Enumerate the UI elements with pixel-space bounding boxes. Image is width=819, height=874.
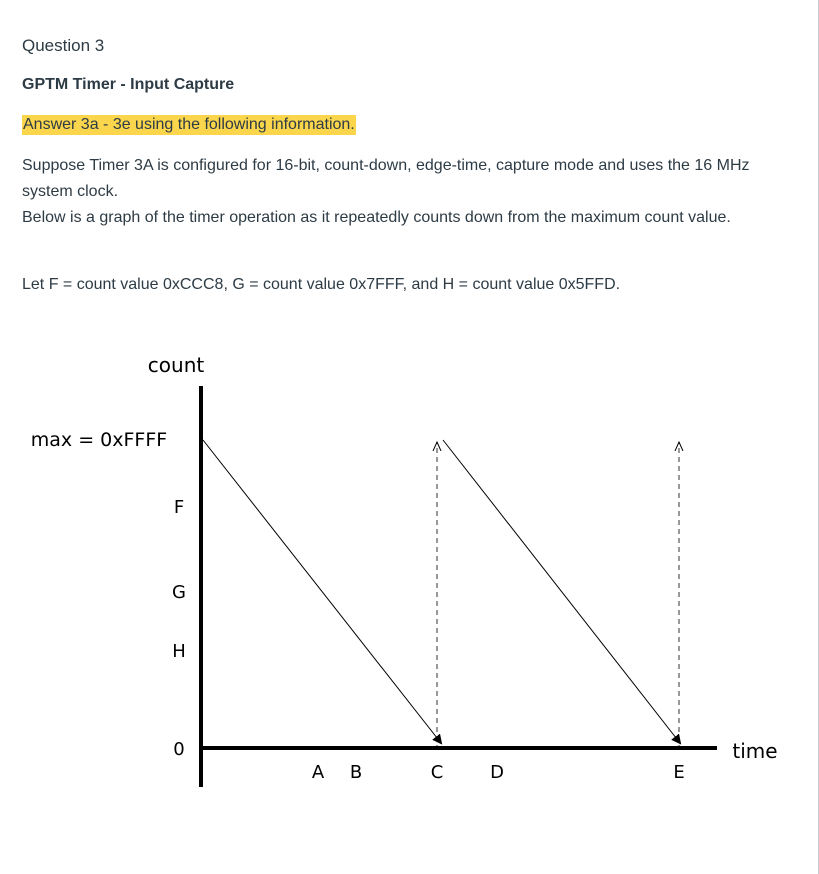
- question-title: Question 3: [22, 36, 105, 55]
- timer-config-paragraph: Suppose Timer 3A is configured for 16-bit, count-down, edge-time, capture mode and uses the 16 MHz system clock.: [22, 157, 750, 200]
- y-level-label: G: [172, 582, 186, 603]
- y-level-label: F: [173, 497, 185, 518]
- highlighted-instruction: Answer 3a - 3e using the following information.: [23, 116, 355, 133]
- x-axis-label: time: [732, 739, 778, 763]
- x-marker-label: A: [311, 762, 325, 783]
- x-marker-label: D: [490, 762, 504, 783]
- question-subtitle: GPTM Timer - Input Capture: [22, 76, 235, 93]
- countdown-ramp-1: [203, 440, 441, 743]
- y-level-label: H: [172, 641, 186, 662]
- countdown-ramp-2: [443, 440, 680, 743]
- count-values-paragraph: Let F = count value 0xCCC8, G = count value 0x7FFF, and H = count value 0x5FFD.: [22, 276, 621, 293]
- max-value-label: max = 0xFFFF: [30, 429, 168, 451]
- x-marker-label: B: [349, 762, 363, 783]
- y-axis-label: count: [147, 353, 205, 377]
- x-marker-label: C: [430, 762, 444, 783]
- timer-countdown-diagram: [0, 330, 819, 800]
- x-marker-label: E: [673, 762, 685, 783]
- y-level-label: 0: [173, 739, 185, 760]
- graph-description-paragraph: Below is a graph of the timer operation as it repeatedly counts down from the maximum count value.: [22, 209, 731, 226]
